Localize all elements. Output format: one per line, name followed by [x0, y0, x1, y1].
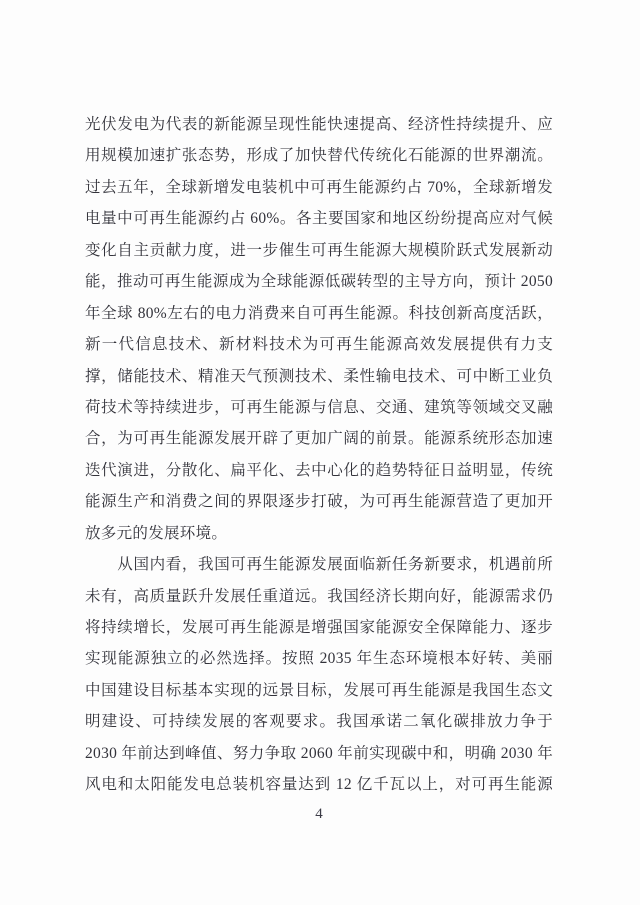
document-text [85, 109, 553, 801]
text-line: 撑，储能技术、精准天气预测技术、柔性输电技术、可中断工业负 [85, 367, 553, 385]
text-line: 迭代演进，分散化、扁平化、去中心化的趋势特征日益明显，传统 [85, 461, 553, 479]
text-line: 用规模加速扩张态势，形成了加快替代传统化石能源的世界潮流。 [85, 147, 553, 165]
text-line: 能源生产和消费之间的界限逐步打破，为可再生能源营造了更加开 [85, 493, 553, 511]
text-line: 光伏发电为代表的新能源呈现性能快速提高、经济性持续提升、应 [85, 116, 553, 133]
text-line: 合，为可再生能源发展开辟了更加广阔的前景。能源系统形态加速 [85, 430, 553, 448]
text-line: 实现能源独立的必然选择。按照 2035 年生态环境根本好转、美丽 [85, 650, 553, 668]
text-line: 未有，高质量跃升发展任重道远。我国经济长期向好，能源需求仍 [85, 587, 553, 605]
page-number: 4 [315, 806, 323, 822]
text-line: 将持续增长，发展可再生能源是增强国家能源安全保障能力、逐步 [85, 619, 553, 636]
text-line: 能，推动可再生能源成为全球能源低碳转型的主导方向，预计 2050 [85, 273, 553, 291]
text-line: 放多元的发展环境。 [85, 524, 228, 542]
text-line: 风电和太阳能发电总装机容量达到 12 亿千瓦以上，对可再生能源 [85, 776, 553, 794]
text-line: 荷技术等持续进步，可再生能源与信息、交通、建筑等领域交叉融 [85, 398, 553, 416]
text-line: 2030 年前达到峰值、努力争取 2060 年前实现碳中和，明确 2030 年 [85, 744, 553, 762]
text-line: 过去五年，全球新增发电装机中可再生能源约占 70%，全球新增发 [85, 178, 553, 196]
text-line: 中国建设目标基本实现的远景目标，发展可再生能源是我国生态文 [85, 681, 553, 699]
paragraph-global-renewable-trends [85, 109, 553, 549]
paragraph-domestic-outlook [85, 549, 553, 801]
text-line: 年全球 80%左右的电力消费来自可再生能源。科技创新高度活跃， [85, 304, 553, 322]
text-line: 明建设、可持续发展的客观要求。我国承诺二氧化碳排放力争于 [85, 713, 553, 731]
text-line: 电量中可再生能源约占 60%。各主要国家和地区纷纷提高应对气候 [85, 210, 553, 228]
text-line: 变化自主贡献力度，进一步催生可再生能源大规模阶跃式发展新动 [85, 241, 553, 259]
text-line: 从国内看，我国可再生能源发展面临新任务新要求，机遇前所 [85, 556, 553, 574]
text-line: 新一代信息技术、新材料技术为可再生能源高效发展提供有力支 [85, 336, 553, 354]
